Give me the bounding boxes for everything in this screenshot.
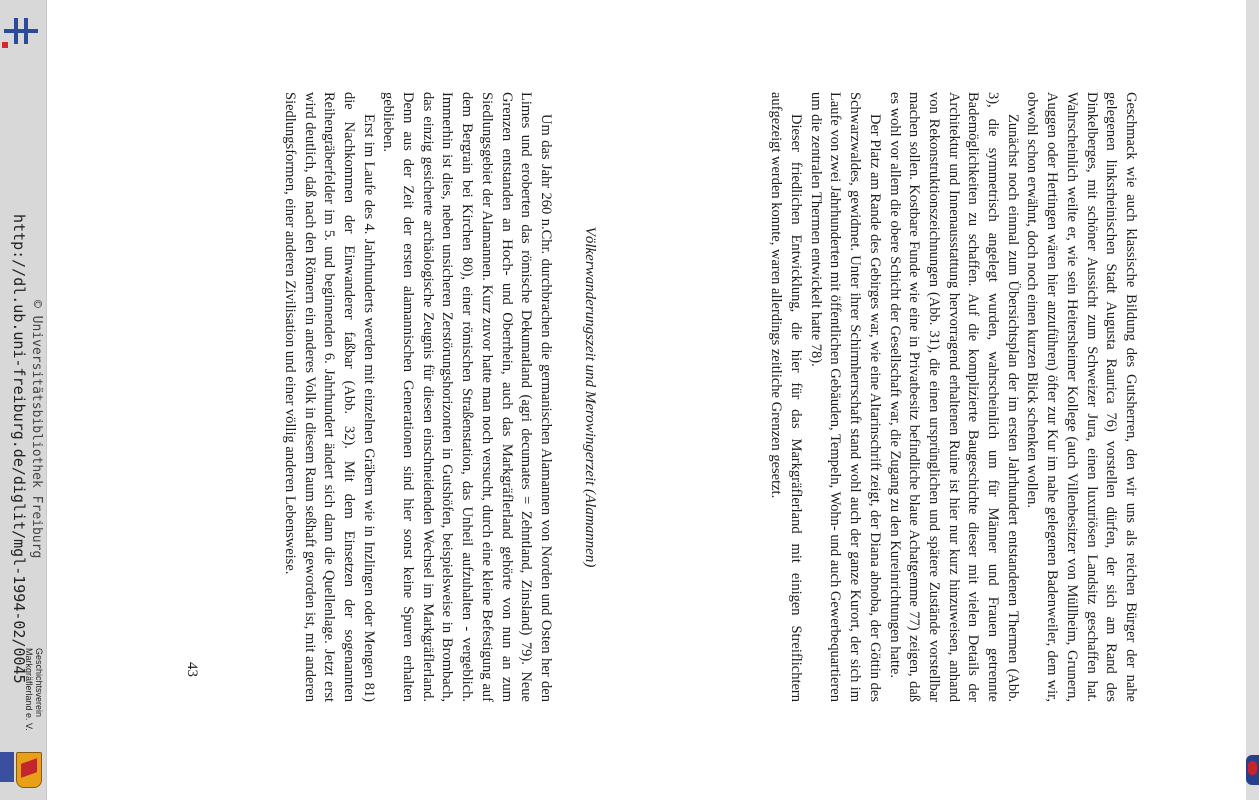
paragraph: Um das Jahr 260 n.Chr. durchbrachen die germanischen Alamannen von Norden und Osten her den Limes und eroberten das römische Dekumatland (agri decumates = Zehntland, Zinsland) 79). Neue Grenzen entstanden an Hoch- und Oberrhein, auch das Markgräflerland gehörte von nun an zum Siedlungsgebiet der Alamannen. Kurz zuvor hatte man noch versucht, durch eine kleine Befestigung auf dem Bergrain bei Kirchen 80), einer römischen Straßenstation, das Unheil aufzuhalten - vergeblich. Immerhin ist dies, neben unsicheren Zerstörungshorizonten in Gutshöfen, beispielsweise in Brombach, das einzig gesicherte archäologische Zeugnis für diesen einschneidenden Wechsel im Markgräflerland. Denn aus der Zeit der ersten alamannischen Generationen sind hier sonst keine Spuren erhalten geblieben. — [380, 92, 554, 702]
coat-of-arms-icon — [0, 752, 14, 782]
copyright-notice: © Universitätsbibliothek Freiburg — [29, 300, 44, 559]
section-heading: Völkerwanderungszeit und Merowingerzeit (Alamannen) — [582, 226, 598, 568]
page-number: 43 — [184, 662, 200, 677]
section-2-text — [279, 92, 555, 702]
right-crest-icon — [1246, 755, 1259, 785]
publisher-label — [24, 648, 44, 731]
scanned-page — [184, 92, 1140, 702]
viewer-right-sidebar — [1246, 0, 1259, 800]
university-logo — [4, 14, 38, 48]
paragraph: Geschmack wie auch klassische Bildung des Gutsherren, den wir uns als reichen Bürger der nahe gelegenen linksrheinischen Stadt Augusta Raurica 76) vorstellen dürfen, der sich am Rand des Dinkelberges, mit schöner Aussicht zum Schweizer Jura, einen luxuriösen Landsitz geschaffen hat. Wahrscheinlich weilte er, wie sein Heitersheimer Kollege (auch Villenbesitzer von Müllheim, Grunern, Auggen oder Hertingen wären hier anzuführen) öfter zur Kur im nahe gelegenen Badenweiler, dem wir, obwohl schon erwähnt, doch noch einen kurzen Blick schenken wollen. — [1024, 92, 1139, 702]
section-1-text — [766, 92, 1140, 702]
document-url[interactable]: http://dl.ub.uni-freiburg.de/diglit/mgl-1994-02/0045 — [10, 214, 28, 684]
viewer-left-sidebar — [0, 0, 47, 800]
paragraph: Der Platz am Rande des Gebirges war, wie eine Altarinschrift zeigt, der Diana abnoba, der Göttin des Schwarzwaldes, gewidmet. Unter ihrer Schirmherrschaft stand wohl auch der ganze Kurort, der sich im Laufe von zwei Jahrhunderten mit öffentlichen Gebäuden, Tempeln, Wohn- und auch Gewerbequartieren um die zentralen Thermen entwickelt hatte 78). — [807, 92, 883, 702]
paragraph: Erst im Laufe des 4. Jahrhunderts werden mit einzelnen Gräbern wie in Inzlingen oder Mengen 81) die Nachkommen der Einwanderer faßbar (Abb. 32). Mit dem Einsetzen der sogenannten Reihengräberfelder im 5. und beginnenden 6. Jahrhundert ändert sich dann die Quellenlage. Jetzt erst wird deutlich, daß nach den Römern ein anderes Volk in diesem Raum seßhaft geworden ist, mit anderen Siedlungsformen, einer anderen Zivilisation und einer völlig anderen Lebensweise. — [281, 92, 377, 702]
paragraph: Dieser friedlichen Entwicklung, die hier für das Markgräflerland mit einigen Streiflichtern aufgezeigt werden konnte, waren allerdings zeitliche Grenzen gesetzt. — [768, 92, 805, 702]
paragraph: Zunächst noch einmal zum Übersichtsplan der im ersten Jahrhundert entstandenen Thermen (Abb. 3), die symmetrisch angelegt wurden, wahrscheinlich um für Männer und Frauen getrennte Bademöglichkeiten zu schaffen. Auf die komplizierte Baugeschichte dieser mit vielen Details der Architektur und Innenausstattung hervorragend erhaltenen Ruine ist hier nur kurz hinzuweisen, anhand von Rekonstruktionszeichnungen (Abb. 31), die einen ursprünglichen und spätere Zustände vorstellbar machen sollen. Kostbare Funde wie eine in Privatbesitz befindliche blaue Achatgemme 77) zeigen, daß es wohl vor allem die obere Schicht der Gesellschaft war, die Zugang zu den Kureinrichtungen hatte. — [886, 92, 1021, 702]
publisher-line-1: Geschichtsverein — [34, 648, 44, 718]
publisher-line-2: Markgräflerland e. V. — [24, 648, 34, 731]
crest-icon — [16, 752, 42, 788]
